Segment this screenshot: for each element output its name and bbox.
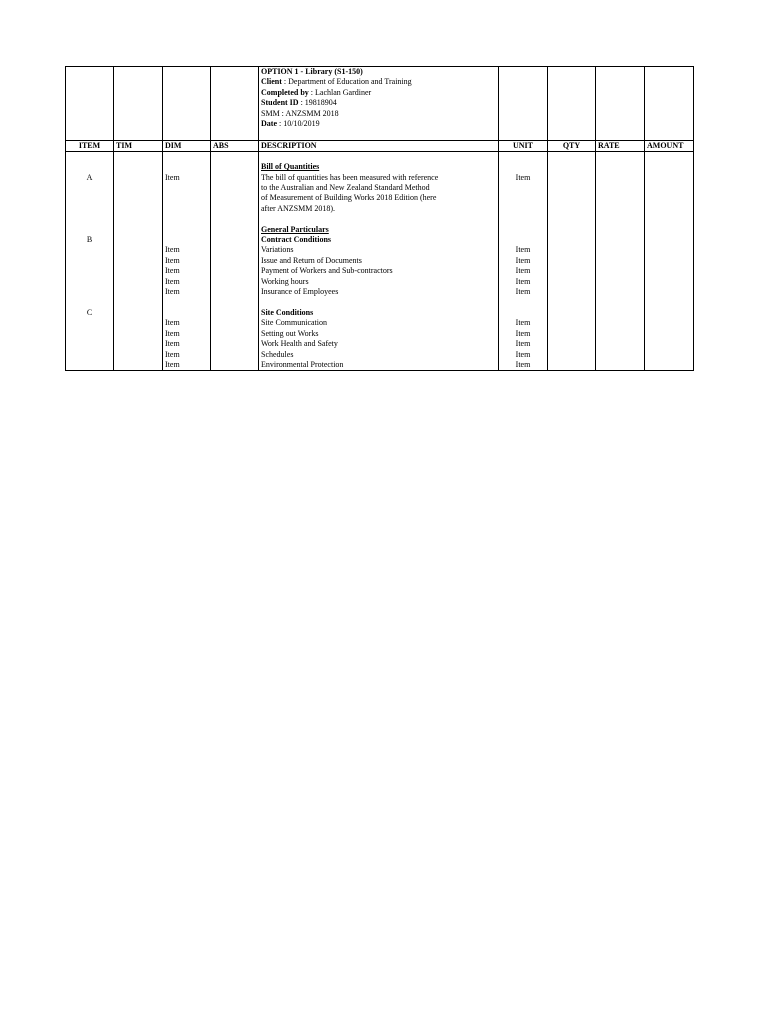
unit-cell: Item: [499, 360, 548, 371]
description-cell: Payment of Workers and Sub-contractors: [259, 266, 499, 276]
spacer-row: [66, 129, 694, 140]
site-conditions-heading: Site Conditions: [259, 308, 499, 318]
description-cell: Working hours: [259, 277, 499, 287]
unit-cell: Item: [499, 287, 548, 297]
unit-cell: Item: [499, 173, 548, 183]
unit-cell: Item: [499, 256, 548, 266]
header-dim: DIM: [163, 140, 211, 151]
header-unit: UNIT: [499, 140, 548, 151]
description-cell: Insurance of Employees: [259, 287, 499, 297]
unit-cell: Item: [499, 277, 548, 287]
info-row-client: [66, 77, 694, 87]
table-row: [66, 204, 694, 214]
table-row: [66, 266, 694, 276]
unit-cell: Item: [499, 350, 548, 360]
table-row: [66, 318, 694, 328]
description-cell: Environmental Protection: [259, 360, 499, 371]
description-cell: Schedules: [259, 350, 499, 360]
header-description: DESCRIPTION: [259, 140, 499, 151]
info-row-completed: [66, 88, 694, 98]
general-particulars-heading: General Particulars: [259, 225, 499, 235]
description-cell: The bill of quantities has been measured with reference: [259, 173, 499, 183]
date-value: : 10/10/2019: [277, 119, 320, 129]
dim-cell: Item: [163, 173, 211, 183]
student-value: : 19818904: [298, 98, 337, 108]
contract-conditions-heading: Contract Conditions: [259, 235, 499, 245]
completed-label: Completed by: [261, 87, 309, 97]
dim-cell: Item: [163, 266, 211, 276]
item-code: A: [66, 173, 114, 183]
spacer-row: [66, 214, 694, 224]
dim-cell: Item: [163, 360, 211, 371]
unit-cell: Item: [499, 339, 548, 349]
client-value: : Department of Education and Training: [281, 77, 412, 87]
bill-of-quantities-heading: Bill of Quantities: [259, 162, 499, 172]
item-code: C: [66, 308, 114, 318]
student-line: [259, 98, 499, 108]
dim-cell: Item: [163, 318, 211, 328]
dim-cell: Item: [163, 350, 211, 360]
table-row: [66, 339, 694, 349]
info-row-date: [66, 119, 694, 129]
bill-of-quantities-sheet: [65, 66, 693, 371]
header-item: ITEM: [66, 140, 114, 151]
table-row: [66, 193, 694, 203]
info-row-title: [66, 67, 694, 78]
description-cell: Issue and Return of Documents: [259, 256, 499, 266]
general-particulars-row: [66, 225, 694, 235]
description-cell: of Measurement of Building Works 2018 Edition (here: [259, 193, 499, 203]
section-b-heading-row: [66, 235, 694, 245]
table-row: [66, 350, 694, 360]
unit-cell: Item: [499, 266, 548, 276]
table-row: [66, 329, 694, 339]
section-c-heading-row: [66, 308, 694, 318]
client-line: [259, 77, 499, 87]
dim-cell: Item: [163, 287, 211, 297]
description-cell: Site Communication: [259, 318, 499, 328]
dim-cell: Item: [163, 277, 211, 287]
dim-cell: Item: [163, 245, 211, 255]
smm-line: SMM : ANZSMM 2018: [259, 109, 499, 119]
spacer-row: [66, 297, 694, 307]
client-label: Client: [261, 77, 282, 87]
spacer-row: [66, 151, 694, 162]
description-cell: Setting out Works: [259, 329, 499, 339]
boq-table: [65, 66, 694, 371]
unit-cell: Item: [499, 318, 548, 328]
header-qty: QTY: [548, 140, 596, 151]
table-row: [66, 287, 694, 297]
description-cell: Work Health and Safety: [259, 339, 499, 349]
unit-cell: Item: [499, 329, 548, 339]
table-row: [66, 173, 694, 183]
table-row: [66, 360, 694, 371]
completed-value: : Lachlan Gardiner: [308, 87, 372, 97]
date-label: Date: [261, 119, 277, 129]
table-row: [66, 256, 694, 266]
header-tim: TIM: [114, 140, 163, 151]
header-abs: ABS: [211, 140, 259, 151]
date-line: [259, 119, 499, 129]
section-a-heading-row: [66, 162, 694, 172]
student-label: Student ID: [261, 98, 299, 108]
dim-cell: Item: [163, 329, 211, 339]
info-row-student: [66, 98, 694, 108]
dim-cell: Item: [163, 339, 211, 349]
header-amount: AMOUNT: [645, 140, 694, 151]
header-rate: RATE: [596, 140, 645, 151]
info-row-smm: [66, 109, 694, 119]
description-cell: to the Australian and New Zealand Standard Method: [259, 183, 499, 193]
item-code: B: [66, 235, 114, 245]
column-header-row: [66, 140, 694, 151]
unit-cell: Item: [499, 245, 548, 255]
description-cell: Variations: [259, 245, 499, 255]
table-row: [66, 183, 694, 193]
project-title: OPTION 1 - Library (S1-150): [259, 67, 499, 78]
table-row: [66, 245, 694, 255]
table-row: [66, 277, 694, 287]
description-cell: after ANZSMM 2018).: [259, 204, 499, 214]
completed-line: [259, 88, 499, 98]
dim-cell: Item: [163, 256, 211, 266]
